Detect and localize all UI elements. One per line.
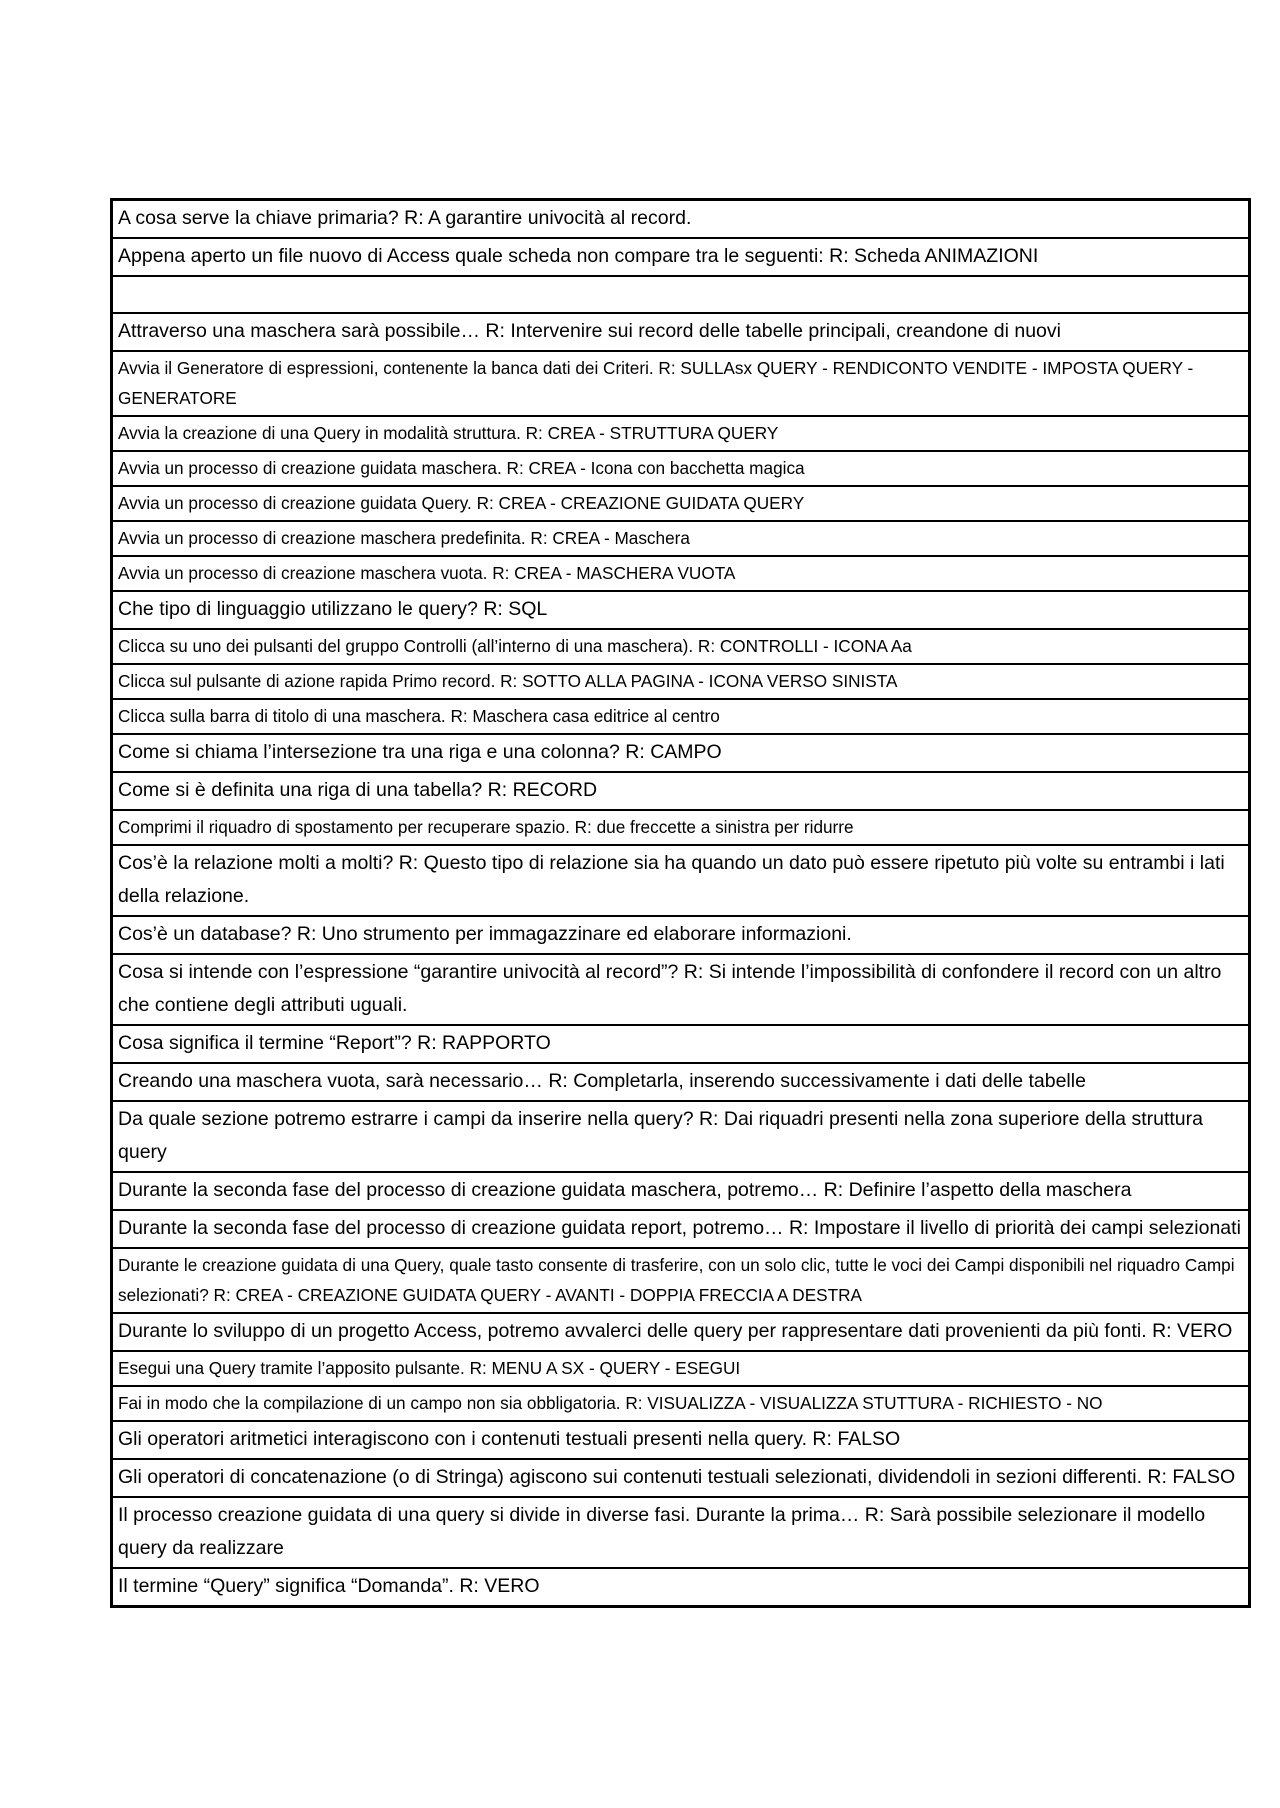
qa-cell: Avvia un processo di creazione guidata Query. R: CREA - CREAZIONE GUIDATA QUERY (112, 486, 1250, 521)
qa-cell: Durante la seconda fase del processo di creazione guidata report, potremo… R: Impostare il livello di priorità dei campi selezionati (112, 1210, 1250, 1248)
qa-cell: Avvia un processo di creazione guidata maschera. R: CREA - Icona con bacchetta magica (112, 451, 1250, 486)
qa-cell: Il processo creazione guidata di una query si divide in diverse fasi. Durante la prima… R: Sarà possibile selezionare il modello query da realizzare (112, 1497, 1250, 1568)
table-row (112, 1172, 1250, 1210)
qa-cell: Avvia un processo di creazione maschera predefinita. R: CREA - Maschera (112, 521, 1250, 556)
table-row (112, 1497, 1250, 1568)
qa-cell: Gli operatori aritmetici interagiscono con i contenuti testuali presenti nella query. R: FALSO (112, 1421, 1250, 1459)
qa-cell: Comprimi il riquadro di spostamento per recuperare spazio. R: due freccette a sinistra per ridurre (112, 810, 1250, 845)
qa-cell: Durante le creazione guidata di una Query, quale tasto consente di trasferire, con un solo clic, tutte le voci dei Campi disponibili nel riquadro Campi selezionati? R: CREA - CREAZIONE GUIDATA QUERY - AVANTI - DOPPIA FRECCIA A DESTRA (112, 1248, 1250, 1313)
qa-cell: Clicca su uno dei pulsanti del gruppo Controlli (all’interno di una maschera). R: CONTROLLI - ICONA Aa (112, 629, 1250, 664)
qa-cell: Avvia un processo di creazione maschera vuota. R: CREA - MASCHERA VUOTA (112, 556, 1250, 591)
table-row (112, 1351, 1250, 1386)
table-row (112, 276, 1250, 313)
qa-cell: Come si chiama l’intersezione tra una riga e una colonna? R: CAMPO (112, 734, 1250, 772)
qa-cell: A cosa serve la chiave primaria? R: A garantire univocità al record. (112, 200, 1250, 239)
qa-cell: Clicca sul pulsante di azione rapida Primo record. R: SOTTO ALLA PAGINA - ICONA VERSO SINISTA (112, 664, 1250, 699)
table-row (112, 591, 1250, 629)
table-row (112, 556, 1250, 591)
qa-cell: Creando una maschera vuota, sarà necessario… R: Completarla, inserendo successivamente i dati delle tabelle (112, 1063, 1250, 1101)
table-row (112, 416, 1250, 451)
table-row (112, 1025, 1250, 1063)
table-row (112, 734, 1250, 772)
table-row (112, 486, 1250, 521)
qa-cell: Appena aperto un file nuovo di Access quale scheda non compare tra le seguenti: R: Scheda ANIMAZIONI (112, 238, 1250, 276)
table-row (112, 451, 1250, 486)
table-row (112, 521, 1250, 556)
table-row (112, 1313, 1250, 1351)
qa-cell: Cos’è un database? R: Uno strumento per immagazzinare ed elaborare informazioni. (112, 916, 1250, 954)
table-row (112, 772, 1250, 810)
qa-cell: Fai in modo che la compilazione di un campo non sia obbligatoria. R: VISUALIZZA - VISUALIZZA STUTTURA - RICHIESTO - NO (112, 1386, 1250, 1421)
table-row (112, 200, 1250, 239)
table-row (112, 845, 1250, 916)
qa-cell: Esegui una Query tramite l’apposito pulsante. R: MENU A SX - QUERY - ESEGUI (112, 1351, 1250, 1386)
qa-cell: Avvia il Generatore di espressioni, contenente la banca dati dei Criteri. R: SULLAsx QUERY - RENDICONTO VENDITE - IMPOSTA QUERY - GENERATORE (112, 351, 1250, 416)
table-row (112, 313, 1250, 351)
qa-cell: Gli operatori di concatenazione (o di Stringa) agiscono sui contenuti testuali selezionati, dividendoli in sezioni differenti. R: FALSO (112, 1459, 1250, 1497)
table-row (112, 238, 1250, 276)
table-row (112, 810, 1250, 845)
table-row (112, 664, 1250, 699)
qa-cell: Durante la seconda fase del processo di creazione guidata maschera, potremo… R: Definire l’aspetto della maschera (112, 1172, 1250, 1210)
table-row (112, 1386, 1250, 1421)
table-row (112, 954, 1250, 1025)
qa-cell: Da quale sezione potremo estrarre i campi da inserire nella query? R: Dai riquadri presenti nella zona superiore della struttura query (112, 1101, 1250, 1172)
table-row (112, 1421, 1250, 1459)
table-row (112, 1063, 1250, 1101)
qa-cell: Durante lo sviluppo di un progetto Access, potremo avvalerci delle query per rappresentare dati provenienti da più fonti. R: VERO (112, 1313, 1250, 1351)
table-row (112, 351, 1250, 416)
qa-cell: Che tipo di linguaggio utilizzano le query? R: SQL (112, 591, 1250, 629)
table-row (112, 1248, 1250, 1313)
qa-cell: Cos’è la relazione molti a molti? R: Questo tipo di relazione sia ha quando un dato può essere ripetuto più volte su entrambi i lati della relazione. (112, 845, 1250, 916)
table-row (112, 1210, 1250, 1248)
qa-cell: Cosa si intende con l’espressione “garantire univocità al record”? R: Si intende l’impossibilità di confondere il record con un altro che contiene degli attributi uguali. (112, 954, 1250, 1025)
table-row (112, 1101, 1250, 1172)
qa-table (110, 198, 1251, 1608)
qa-table-body (112, 200, 1250, 1607)
table-row (112, 916, 1250, 954)
qa-cell: Attraverso una maschera sarà possibile… R: Intervenire sui record delle tabelle principali, creandone di nuovi (112, 313, 1250, 351)
qa-cell: Il termine “Query” significa “Domanda”. R: VERO (112, 1568, 1250, 1607)
table-row (112, 699, 1250, 734)
qa-cell: Cosa significa il termine “Report”? R: RAPPORTO (112, 1025, 1250, 1063)
qa-cell: Avvia la creazione di una Query in modalità struttura. R: CREA - STRUTTURA QUERY (112, 416, 1250, 451)
qa-cell: Come si è definita una riga di una tabella? R: RECORD (112, 772, 1250, 810)
table-row (112, 629, 1250, 664)
table-row (112, 1459, 1250, 1497)
qa-cell: Clicca sulla barra di titolo di una maschera. R: Maschera casa editrice al centro (112, 699, 1250, 734)
qa-cell (112, 276, 1250, 313)
table-row (112, 1568, 1250, 1607)
